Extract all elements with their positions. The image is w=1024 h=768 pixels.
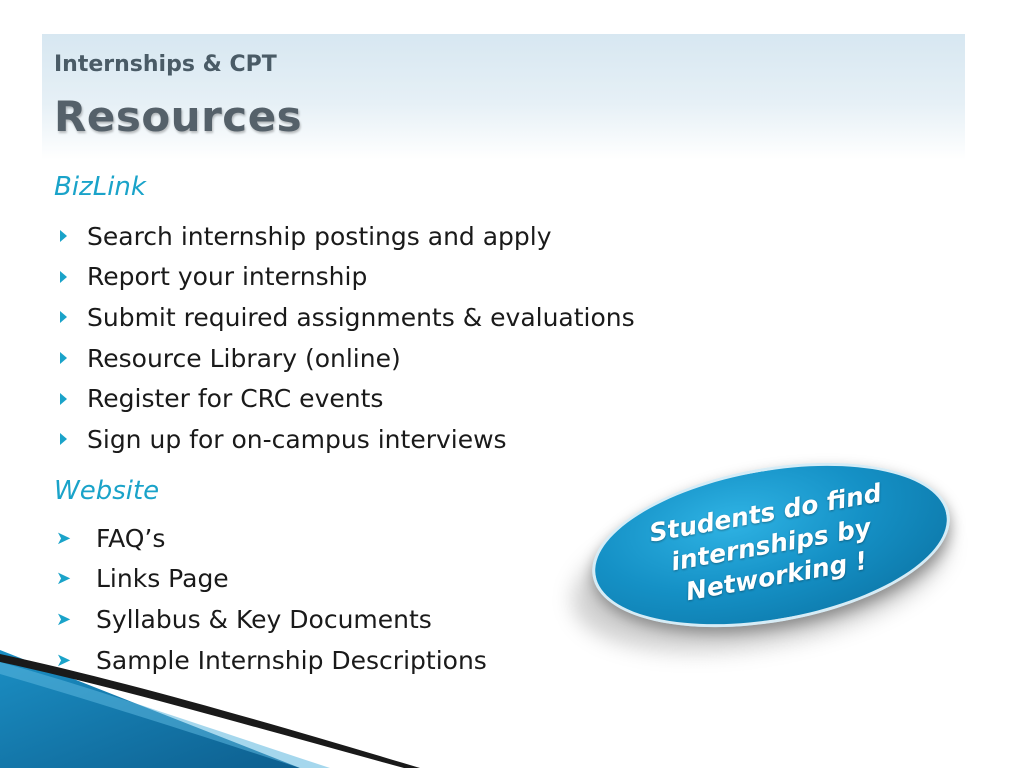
list-item-label: Report your internship [87, 262, 368, 292]
list-item [56, 338, 635, 379]
list-item-label: Search internship postings and apply [87, 221, 552, 251]
list-item [56, 559, 487, 600]
list-item-label: FAQ’s [96, 523, 166, 553]
triangle-bullet-icon [60, 352, 67, 364]
triangle-bullet-icon [60, 271, 67, 283]
list-item [56, 257, 635, 298]
website-heading: Website [54, 476, 160, 506]
callout-text: Students do find internships by Networking ! [647, 478, 884, 607]
bizlink-list [56, 216, 635, 460]
arrowhead-bullet-icon: ➤ [56, 608, 72, 630]
triangle-bullet-icon [60, 230, 67, 242]
list-item [56, 378, 635, 419]
list-item [56, 599, 487, 640]
list-item-label: Links Page [96, 564, 229, 594]
list-item [56, 518, 487, 559]
list-item-label: Sample Internship Descriptions [96, 645, 487, 675]
arrowhead-bullet-icon: ➤ [56, 649, 72, 671]
list-item [56, 419, 635, 460]
slide-title: Resources [54, 92, 303, 141]
list-item [56, 297, 635, 338]
triangle-bullet-icon [60, 393, 67, 405]
list-item-label: Syllabus & Key Documents [96, 604, 432, 634]
list-item-label: Register for CRC events [87, 384, 384, 414]
slide-subtitle: Internships & CPT [54, 52, 277, 77]
list-item-label: Resource Library (online) [87, 343, 401, 373]
list-item-label: Submit required assignments & evaluations [87, 302, 635, 332]
decorative-swoosh [0, 640, 560, 768]
arrowhead-bullet-icon: ➤ [56, 527, 72, 549]
list-item-label: Sign up for on-campus interviews [87, 424, 507, 454]
triangle-bullet-icon [60, 311, 67, 323]
triangle-bullet-icon [60, 433, 67, 445]
list-item [56, 216, 635, 257]
arrowhead-bullet-icon: ➤ [56, 568, 72, 590]
bizlink-heading: BizLink [54, 172, 146, 202]
